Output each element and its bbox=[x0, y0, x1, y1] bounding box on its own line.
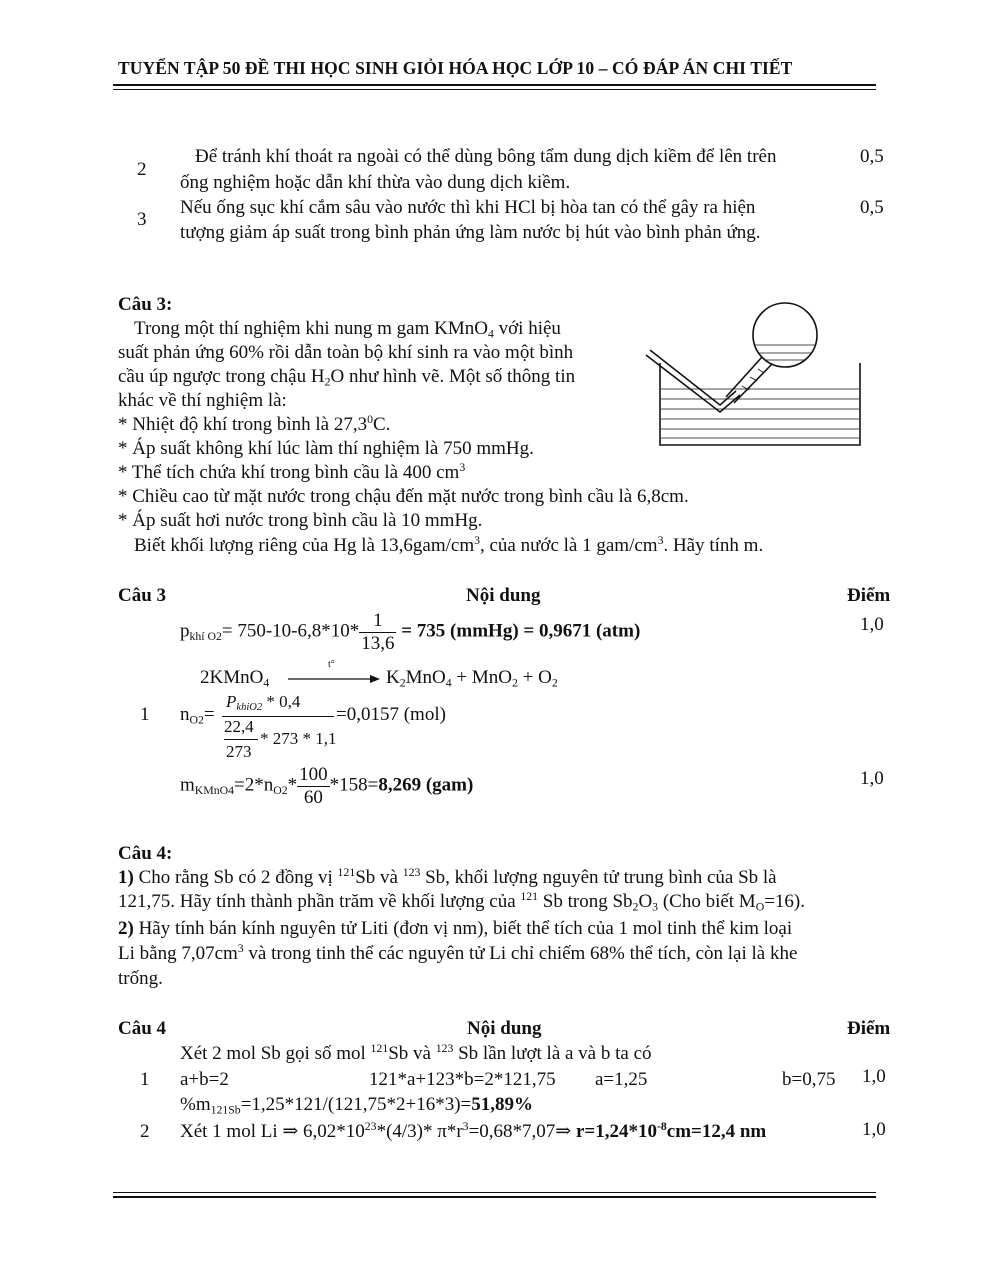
question-4-title: Câu 4: bbox=[118, 843, 173, 864]
question-3-bullet: * Áp suất hơi nước trong bình cầu là 10 mmHg. bbox=[118, 510, 483, 531]
answer-4-score: 1,0 bbox=[862, 1066, 886, 1087]
prev-row-text: ống nghiệm hoặc dẫn khí thừa vào dung dịch kiềm. bbox=[180, 172, 571, 193]
answer-4-intro: Xét 2 mol Sb gọi số mol $^{121}$Sb và $^{123}$ Sb lần lượt là a và b ta có bbox=[180, 1041, 652, 1064]
answer-3-score: 1,0 bbox=[860, 768, 884, 789]
question-3-text: Trong một thí nghiệm khi nung m gam KMnO$_4$ với hiệu bbox=[134, 318, 561, 341]
answer-3-mass-equation: $m_{KMnO4}=2*n_{O2}*$ $\frac{100}{60}$ *158=8,269 (gam) bbox=[180, 764, 474, 808]
answer-3-mole-inner-fraction-bar bbox=[224, 739, 258, 740]
prev-row-number: 3 bbox=[137, 209, 147, 230]
answer-4-equation: b=0,75 bbox=[782, 1069, 836, 1090]
answer-3-mole-result: =0,0157 (mol) bbox=[336, 704, 446, 725]
answer-4-equation: 121*a+123*b=2*121,75 bbox=[369, 1069, 556, 1090]
answer-4-lithium-radius: Xét 1 mol Li ⇒ $6,02*10^{23}*(4/3)*$ $\pi*r^3=0,68*7,07\Rightarrow$ $r=1,24*10^{-8}cm=12,4$ nm bbox=[180, 1119, 767, 1142]
answer-3-mole-numerator: $P_{khiO2} * 0,4$ bbox=[226, 692, 301, 714]
answer-3-header-question: Câu 3 bbox=[118, 585, 167, 606]
answer-3-header-content: Nội dung bbox=[466, 585, 541, 606]
question-3-text: suất phản ứng 60% rồi dẫn toàn bộ khí sinh ra vào một bình bbox=[118, 342, 574, 363]
question-3-final: Biết khối lượng riêng của Hg là $13,6gam/cm^3$, của nước là 1 gam/$cm^3$. Hãy tính m. bbox=[134, 533, 764, 556]
reaction-arrow-icon bbox=[286, 664, 384, 686]
question-3-text: cầu úp ngược trong chậu $H_2O$ như hình vẽ. Một số thông tin bbox=[118, 366, 576, 389]
footer-rule-top bbox=[113, 1192, 876, 1193]
reaction-heat-label: t° bbox=[328, 659, 335, 670]
answer-4-equation: a+b=2 bbox=[180, 1069, 229, 1090]
answer-4-header-question: Câu 4 bbox=[118, 1018, 167, 1039]
prev-row-text: tượng giảm áp suất trong bình phản ứng làm nước bị hút vào bình phản ứng. bbox=[180, 222, 761, 243]
header-rule-top bbox=[113, 84, 876, 86]
prev-row-score: 0,5 bbox=[860, 197, 884, 218]
footer-rule-bottom bbox=[113, 1196, 876, 1198]
prev-row-text: Để tránh khí thoát ra ngoài có thể dùng bông tẩm dung dịch kiềm để lên trên bbox=[195, 146, 777, 167]
question-3-bullet: * Thể tích chứa khí trong bình cầu là 400 $cm^3$ bbox=[118, 460, 466, 483]
answer-4-row-number: 1 bbox=[140, 1069, 150, 1090]
question-4-part-1: 121,75. Hãy tính thành phần trăm về khối lượng của $^{121}$ Sb trong $Sb_2O_3$ (Cho biết $M_O=16$). bbox=[118, 889, 805, 914]
answer-3-reaction-reactant: 2KMnO$_4$ bbox=[200, 667, 270, 690]
question-4-part-2: 2) Hãy tính bán kính nguyên tử Liti (đơn vị nm), biết thể tích của 1 mol tinh thể kim loại bbox=[118, 918, 793, 939]
answer-4-header-content: Nội dung bbox=[467, 1018, 542, 1039]
answer-3-score: 1,0 bbox=[860, 614, 884, 635]
answer-3-header-score: Điểm bbox=[847, 585, 891, 606]
answer-4-row-number: 2 bbox=[140, 1121, 150, 1142]
answer-4-score: 1,0 bbox=[862, 1119, 886, 1140]
question-4-part-2: trống. bbox=[118, 968, 163, 989]
question-3-title: Câu 3: bbox=[118, 294, 173, 315]
question-3-bullet: * Nhiệt độ khí trong bình là 27,3$^0$C. bbox=[118, 412, 391, 435]
page-header-title: TUYỂN TẬP 50 ĐỀ THI HỌC SINH GIỎI HÓA HỌC LỚP 10 – CÓ ĐÁP ÁN CHI TIẾT bbox=[118, 58, 793, 78]
question-4-part-1: 1) Cho rằng Sb có 2 đồng vị $^{121}$Sb và $^{123}$ Sb, khối lượng nguyên tử trung bình của Sb là bbox=[118, 865, 777, 888]
header-rule-bottom bbox=[113, 89, 876, 90]
answer-3-row-number: 1 bbox=[140, 704, 150, 725]
answer-4-equation: a=1,25 bbox=[595, 1069, 648, 1090]
answer-3-mole-denominator-a: 22,4 bbox=[224, 717, 254, 736]
answer-4-header-score: Điểm bbox=[847, 1018, 891, 1039]
prev-row-score: 0,5 bbox=[860, 146, 884, 167]
answer-4-mass-percent: $\%m_{121Sb}=1,25*121/(121,75*2+16*3)=51,89\%$ bbox=[180, 1094, 534, 1117]
answer-3-reaction-products: $K_2MnO_4 + MnO_2 + O_2$ bbox=[386, 667, 558, 690]
question-3-bullet: * Chiều cao từ mặt nước trong chậu đến mặt nước trong bình cầu là 6,8cm. bbox=[118, 486, 689, 507]
answer-3-mole-label: $n_{O2}=$ bbox=[180, 704, 215, 727]
prev-row-number: 2 bbox=[137, 159, 147, 180]
answer-3-mole-denominator-b: 273 bbox=[226, 742, 252, 761]
question-4-part-2: Li bằng $7,07cm^3$ và trong tinh thể các nguyên tử Li chỉ chiếm 68% thể tích, còn lại là khe bbox=[118, 941, 798, 964]
question-3-bullet: * Áp suất không khí lúc làm thí nghiệm là 750 mmHg. bbox=[118, 438, 534, 459]
answer-3-pressure-equation: $p_{khí O2}= 750-10-6,8*10*$ $\frac{1}{13,6}$ = 735 (mmHg) = 0,9671 (atm) bbox=[180, 610, 641, 654]
answer-3-mole-denominator-rest: * 273 * 1,1 bbox=[260, 729, 337, 748]
prev-row-text: Nếu ống sục khí cắm sâu vào nước thì khi HCl bị hòa tan có thể gây ra hiện bbox=[180, 197, 756, 218]
gas-collection-apparatus-diagram bbox=[640, 295, 880, 455]
question-3-text: khác về thí nghiệm là: bbox=[118, 390, 287, 411]
